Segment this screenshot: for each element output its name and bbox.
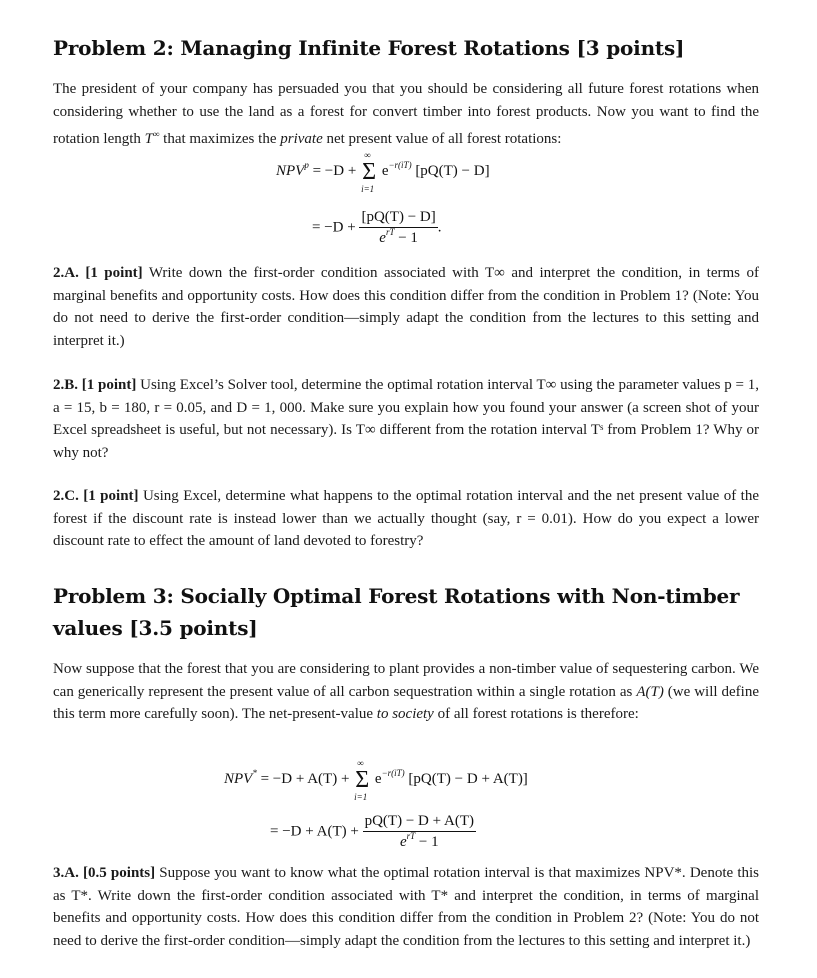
problem-2-heading: Problem 2: Managing Infinite Forest Rotations [3 points]: [53, 36, 685, 60]
npv-social-equation-line-1: NPV* = −D + A(T) + ∞ Σ i=1 $e^{-r(iT)}$ [pQ(T) − D + A(T)]: [224, 758, 528, 802]
question-2c: 2.C. [1 point] Using Excel, determine what happens to the optimal rotation interval and the net present value of the forest if the discount rate is instead lower than we actually thought (say, r = 0.01). How do you expect a lower discount rate to effect the amount of land devoted to forestry?: [53, 488, 760, 549]
summation: ∞ Σ i=1: [361, 150, 377, 194]
problem-3-intro: Now suppose that the forest that you are considering to plant provides a non-timber value of sequestering carbon. We can generically represent the present value of all carbon sequestration within a single rotation as A(T) (we will define this term more carefully soon). The net-present-value to society of all forest rotations is therefore:: [53, 661, 759, 722]
problem-2-intro: The president of your company has persuaded you that you should be considering all future forest rotations when considering whether to use the land as a forest for convert timber into forest products. Now you want to find the rotation length T∞ that maximizes the private net present value of all forest rotations:: [53, 81, 759, 147]
question-3a: 3.A. [0.5 points] Suppose you want to know what the optimal rotation interval is that maximizes NPV*. Denote this as T*. Write down the first-order condition associated with T* and interpret the condition, in terms of marginal benefits and opportunity costs. How does this condition differ from the condition in Problem 2? (Note: You do not need to derive the first-order condition—simply adapt the condition from the lectures to this setting and interpret it.): [53, 865, 759, 949]
question-2b: 2.B. [1 point] Using Excel’s Solver tool, determine the optimal rotation interval T∞ using the parameter values p = 1, a = 15, b = 180, r = 0.05, and D = 1, 000. Make sure you explain how you found your answer (a screen shot of your Excel spreadsheet is useful, but not necessary). Is T∞ different from the rotation interval Tˢ from Problem 1? Why or why not?: [53, 377, 760, 461]
question-2a: 2.A. [1 point] Write down the first-order condition associated with T∞ and interpret the condition, in terms of marginal benefits and opportunity costs. How does this condition differ from the condition in Problem 1? (Note: You do not need to derive the first-order condition—simply adapt the condition from the lectures to this setting and interpret it.): [53, 265, 759, 349]
fraction: $\frac{pQ(T) - D + A(T)}{e^{rT} - 1}$: [364, 813, 474, 850]
npv-private-equation-line-1: $NPV^p = -D$ + ∞ Σ i=1 $e^{-r(iT)}$ [pQ(T) − D]: [276, 150, 490, 194]
npv-private-equation-line-2: = −D + $\frac{[pQ(T) - D]}{e^{rT} - 1}$ .: [312, 209, 442, 246]
problem-3-heading: Problem 3: Socially Optimal Forest Rotations with Non-timber values [3.5 points]: [53, 584, 740, 640]
npv-social-equation-line-2: = −D + A(T) + $\frac{pQ(T) - D + A(T)}{e^{rT} - 1}$: [270, 813, 474, 850]
summation: ∞ Σ i=1: [354, 758, 370, 802]
fraction: $\frac{[pQ(T) - D]}{e^{rT} - 1}$: [361, 209, 436, 246]
